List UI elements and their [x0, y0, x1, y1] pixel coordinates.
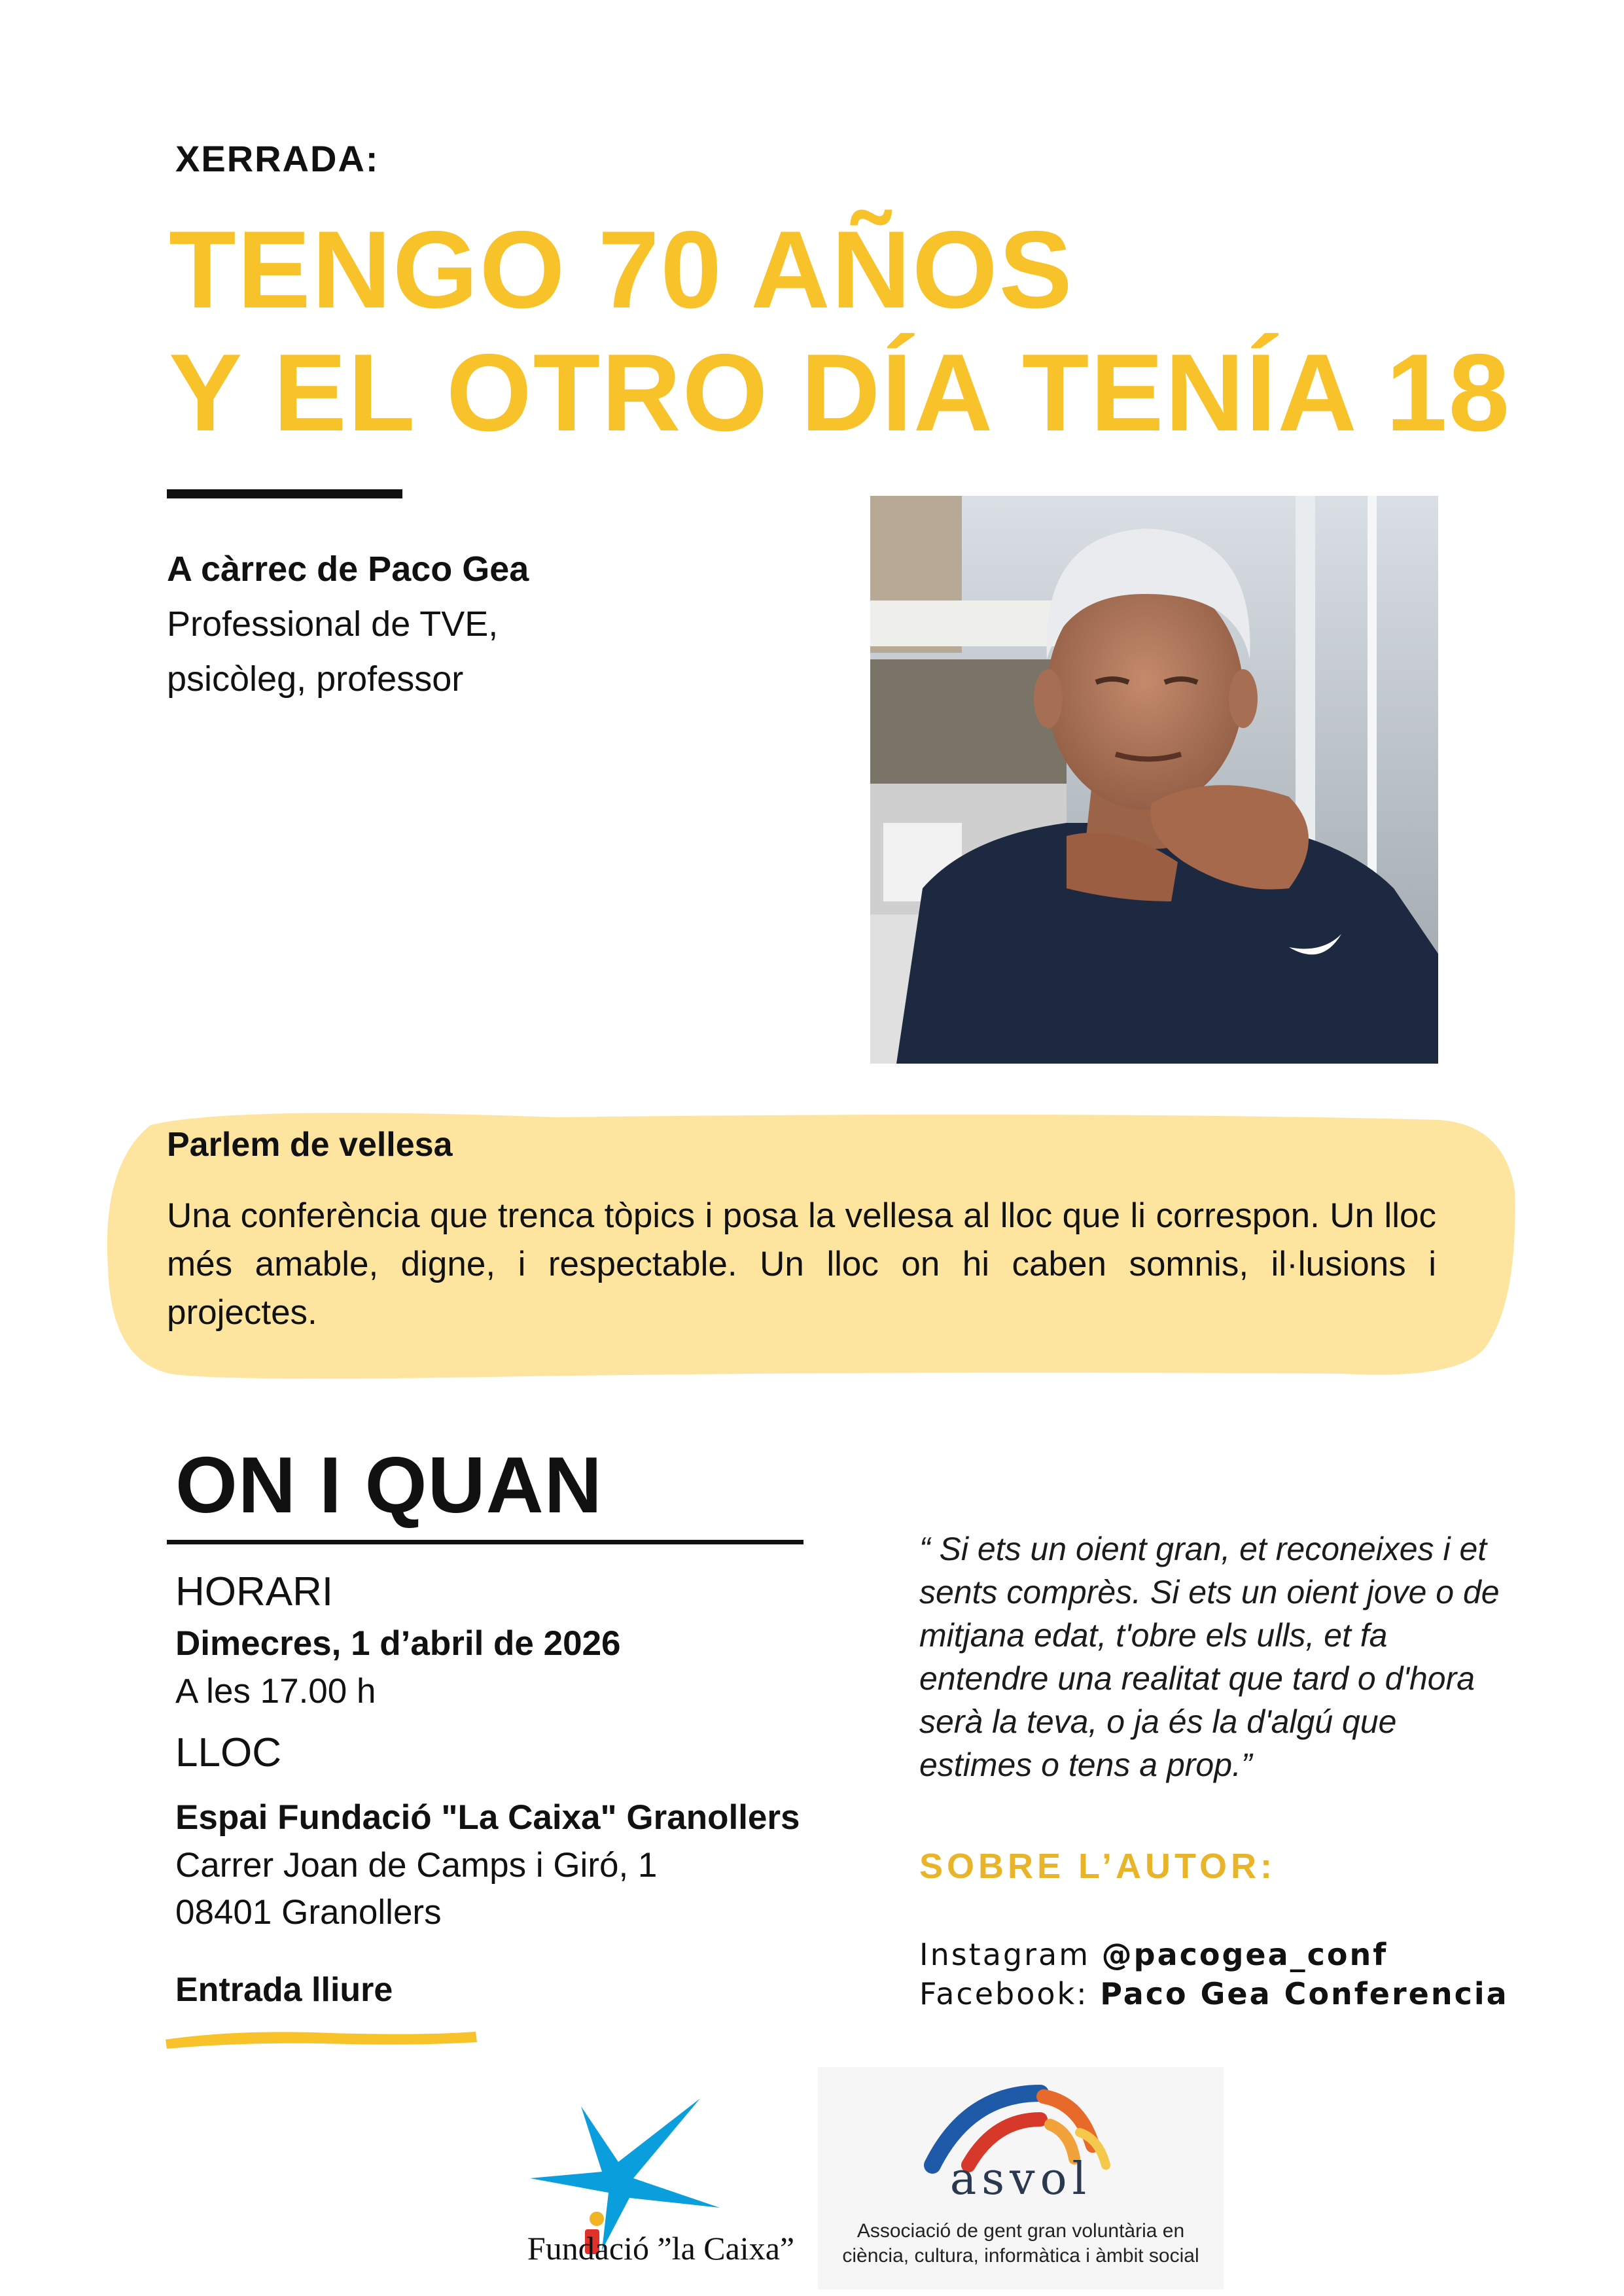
entry-underline: [160, 2025, 481, 2051]
title-divider: [167, 489, 402, 498]
entry-info: Entrada lliure: [175, 1971, 393, 2009]
event-title-line-2: Y EL OTRO DÍA TENÍA 18: [169, 331, 1511, 454]
event-type-label: XERRADA:: [175, 138, 380, 179]
speaker-name: A càrrec de Paco Gea: [167, 549, 529, 589]
about-author-heading: SOBRE L’AUTOR:: [919, 1847, 1277, 1886]
venue-address-line-1: Carrer Joan de Camps i Giró, 1: [175, 1846, 658, 1885]
event-date: Dimecres, 1 d’abril de 2026: [175, 1624, 621, 1663]
description-heading: Parlem de vellesa: [167, 1126, 453, 1164]
testimonial-quote: “ Si ets un oient gran, et reconeixes i et sents comprès. Si ets un oient jove o de mitjana edat, t'obre els ulls, et fa entendre una realitat que tard o d'hora serà la teva, o ja és la d'algú que estimes o tens a prop.”: [919, 1531, 1500, 1783]
event-title-line-1: TENGO 70 AÑOS: [169, 208, 1074, 331]
author-social: [919, 1935, 1509, 2013]
section-divider: [167, 1540, 803, 1544]
facebook-handle: Paco Gea Conferencia: [1100, 1976, 1509, 2011]
place-label: LLOC: [175, 1730, 281, 1775]
instagram-line: [919, 1935, 1509, 1974]
speaker-role-line-1: Professional de TVE,: [167, 604, 499, 644]
event-time: A les 17.00 h: [175, 1672, 376, 1711]
venue-address-line-2: 08401 Granollers: [175, 1893, 442, 1932]
speaker-role-line-2: psicòleg, professor: [167, 659, 464, 699]
speaker-photo: [870, 496, 1438, 1064]
instagram-label: Instagram: [919, 1937, 1102, 1972]
speaker-info: [167, 542, 529, 706]
event-details: [175, 1565, 800, 1936]
schedule-label: HORARI: [175, 1569, 334, 1614]
event-title: [169, 208, 1511, 454]
fundacio-la-caixa-text: Fundació ”la Caixa”: [527, 2230, 795, 2267]
facebook-label: Facebook:: [919, 1976, 1101, 2011]
asvol-wordmark: asvol: [949, 2153, 1092, 2205]
description-body: Una conferència que trenca tòpics i posa la vellesa al lloc que li correspon. Un lloc més amable, digne, i respectable. Un lloc on hi caben somnis, il·lusions i projectes.: [167, 1196, 1436, 1332]
instagram-handle: @pacogea_conf: [1101, 1937, 1388, 1972]
venue-name: Espai Fundació "La Caixa" Granollers: [175, 1798, 800, 1837]
asvol-tagline: Associació de gent gran voluntària en ciència, cultura, informàtica i àmbit social: [842, 2220, 1199, 2267]
facebook-line: [919, 1974, 1509, 2013]
where-when-heading: ON I QUAN: [175, 1440, 603, 1529]
